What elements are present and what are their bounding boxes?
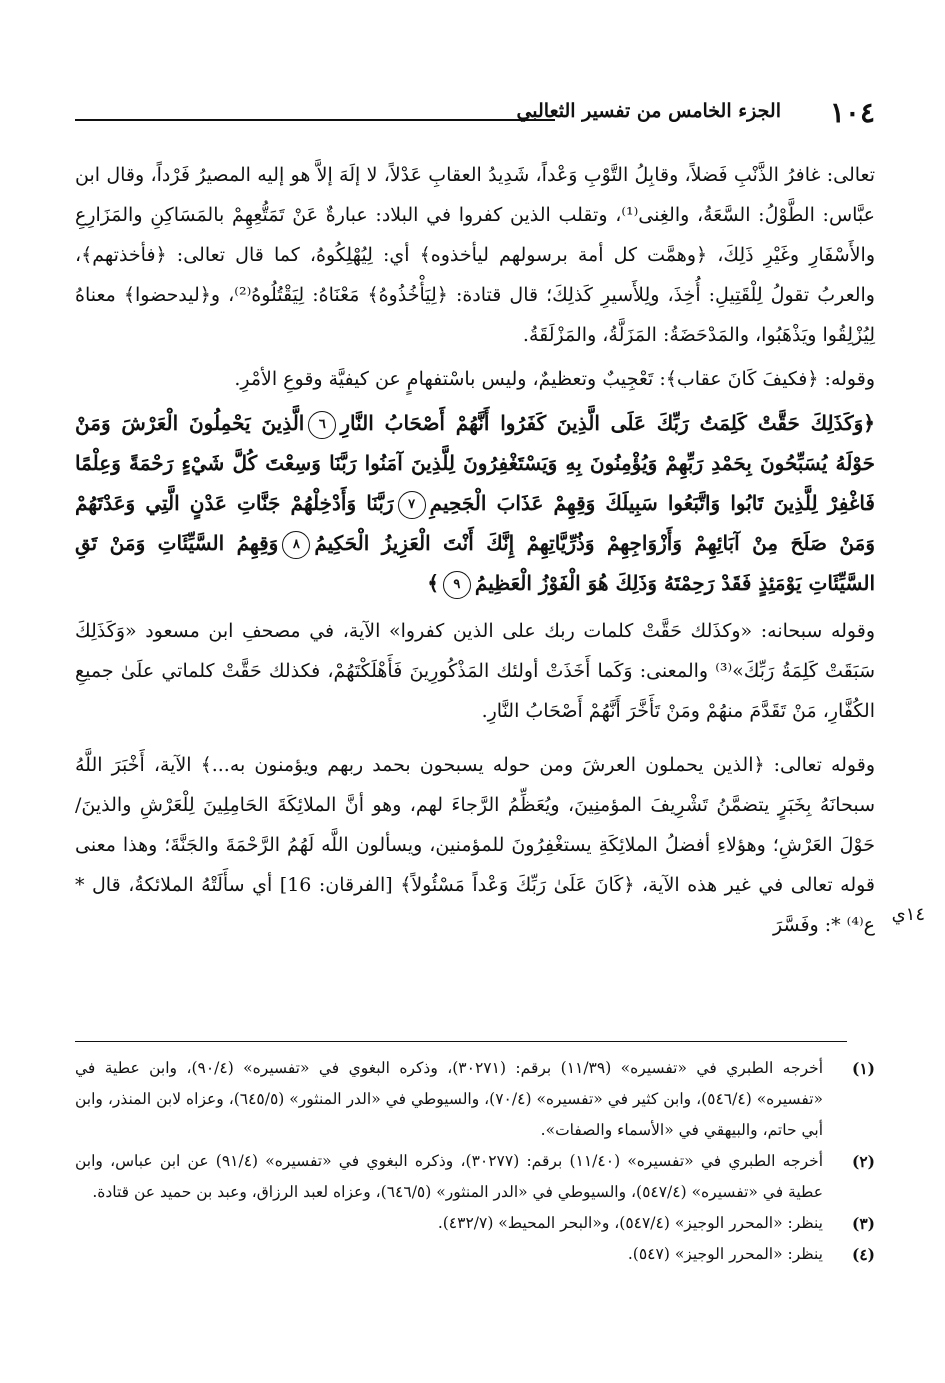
- footnote-number: (٤): [851, 1245, 875, 1264]
- footnote-text: ينظر: «المحرر الوجيز» (٥٤٧/٤)، و«البحر المحيط» (٤٣٢/٧).: [437, 1214, 823, 1232]
- quran-verses: [75, 403, 875, 603]
- paragraph-4: وقوله تعالى: ﴿الذين يحملون العرشَ ومن حوله يسبحون بحمد ربهم ويؤمنون به...﴾ الآية، أَخْبَرَ اللَّهُ سبحانَهُ بِخَبَرٍ يتضمَّنُ تَشْرِيفَ المؤمنِينَ، ويُعَظِّمُ الرَّجاءَ لهم، وهو أنَّ الملائِكَةَ الحَامِلِينَ لِلْعَرْشِ والذينَ/ حَوْلَ العَرْشِ؛ وهؤلاءِ أفضلُ الملائِكَةِ يستغْفِرُونَ للمؤمنين، ويسألون اللَّه لَهُمُ الرَّحْمَةَ والجَنَّةَ؛ وهذا معنى قوله تعالى في غير هذه الآية، ﴿كَانَ عَلَىٰ رَبِّكَ وَعْداً مَسْئُولاً﴾ [الفرقان: 16] أي سأَلَتْهُ الملائكةُ، قال * ع⁽⁴⁾ *: وفَسَّرَ: [75, 754, 876, 936]
- page-number: ١٠٤: [829, 96, 875, 129]
- page-header: [75, 96, 875, 140]
- footnote-number: (١): [851, 1059, 875, 1078]
- quran-text-4: وَقِهِمُ السَّيِّئَاتِ وَمَنْ تَقِ السَّيِّئَاتِ يَوْمَئِذٍ فَقَدْ رَحِمْتَهُ وَذَلِكَ هُوَ الْفَوْزُ الْعَظِيمُ: [75, 531, 875, 595]
- margin-marker: ١٤ي: [891, 904, 925, 925]
- paragraph-1: تعالى: غافرُ الذَّنْبِ فَضلاً، وقابِلُ التَّوْبِ وَعْداً، شَدِيدُ العقابِ عَدْلاً، لا إلَهَ إلاَّ هو إليه المصيرُ فَرْداً، وقال ابن عبَّاس: الطَّوْلُ: السَّعَةُ، والغِنى⁽¹⁾، وتقلب الذين كفروا في البلاد: عبارةٌ عَنْ تَمَتُّعِهِمْ بالمَسَاكِنِ والمَزَارِعِ والأَسْفَارِ وغَيْرِ ذَلِكَ، ﴿وهمَّت كل أمة برسولهم ليأخذوه﴾ أي: لِيُهْلِكُوهُ، كما قال تعالى: ﴿فأخذتهم﴾، والعربُ تقولُ لِلْقَتِيلِ: أُخِذَ، ولِلأَسيرِ كَذلِكَ؛ قال قتادة: ﴿لِيَأْخُذُوهُ﴾ مَعْنَاهُ: لِيَقْتُلُوهُ⁽²⁾، و﴿ليدحضوا﴾ معناهُ لِيُزْلِقُوا ويَذْهَبُوا، والمَدْحَضَةُ: المَزَلَّةُ، والمَزْلَقَةُ.: [75, 164, 875, 346]
- paragraph-2: وقوله: ﴿فكيفَ كَانَ عقاب﴾: تَعْجِيبٌ وتعظيمٌ، وليس باسْتفهامٍ عن كيفيَّة وقوعِ الأمْرِ.: [234, 368, 875, 390]
- ayah-number-9: ٩: [443, 571, 471, 599]
- ayah-number-6: ٦: [308, 411, 336, 439]
- footnote: [75, 1239, 875, 1270]
- footnote: [75, 1053, 875, 1146]
- footnote-text: أخرجه الطبري في «تفسيره» (١١/٤٠) برقم: (٣٠٢٧٧)، وذكره البغوي في «تفسيره» (٩١/٤) عن ابن عباس، وابن عطية في «تفسيره» (٥٤٧/٤)، والسيوطي في «الدر المنثور» (٦٤٦/٥)، وعزاه لعبد الرزاق، وعبد بن حميد عن قتادة.: [75, 1152, 824, 1201]
- footnote-rule: [75, 1041, 847, 1042]
- footnote-number: (٢): [851, 1152, 875, 1171]
- quran-text-3: رَبَّنَا وَأَدْخِلْهُمْ جَنَّاتِ عَدْنٍ الَّتِي وَعَدْتَهُمْ وَمَنْ صَلَحَ مِنْ آبَائِهِمْ وَأَزْوَاجِهِمْ وَذُرِّيَّاتِهِمْ إِنَّكَ أَنْتَ الْعَزِيزُ الْحَكِيمُ: [75, 491, 875, 555]
- quran-text: ﴿وَكَذَلِكَ حَقَّتْ كَلِمَتُ رَبِّكَ عَلَى الَّذِينَ كَفَرُوا أَنَّهُمْ أَصْحَابُ النَّارِ: [340, 411, 875, 435]
- footnote-text: أخرجه الطبري في «تفسيره» (١١/٣٩) برقم: (٣٠٢٧١)، وذكره البغوي في «تفسيره» (٩٠/٤)، وابن عطية في «تفسيره» (٥٤٦/٤)، وابن كثير في «تفسيره» (٧٠/٤)، والسيوطي في «الدر المنثور» (٦٤٥/٥)، وعزاه لابن المنذر، وابن أبي حاتم، والبيهقي في «الأسماء والصفات».: [75, 1059, 824, 1139]
- ayah-number-8: ٨: [282, 531, 310, 559]
- footnotes: [75, 1053, 875, 1270]
- quran-close-bracket: ﴾: [427, 571, 439, 595]
- paragraph-3: وقوله سبحانه: «وكذَلك حَقَّتْ كلمات ربك على الذين كفروا» الآية، في مصحفِ ابن مسعود «وَكَذَلِكَ سَبَقَتْ كَلِمَةُ رَبِّكَ»⁽³⁾ والمعنى: وَكَما أَخَذَتْ أولئك المَذْكُورِينَ فَأَهْلَكْتَهُمْ، فكذلك حَقَّتْ كلماتي علَىٰ جميعِ الكُفَّارِ، مَنْ تَقَدَّمَ منهُمْ ومَنْ تَأَخَّرَ أَنَّهُمْ أَصْحَابُ النَّارِ.: [75, 620, 875, 722]
- footnote-number: (٣): [851, 1214, 875, 1233]
- ayah-number-7: ٧: [398, 491, 426, 519]
- footnote: [75, 1208, 875, 1239]
- footnote-text: ينظر: «المحرر الوجيز» (٥٤٧).: [627, 1245, 823, 1263]
- footnote: [75, 1146, 875, 1208]
- header-rule: [75, 119, 555, 121]
- quran-text-2: الَّذِينَ يَحْمِلُونَ الْعَرْشَ وَمَنْ حَوْلَهُ يُسَبِّحُونَ بِحَمْدِ رَبِّهِمْ وَيُؤْمِنُونَ بِهِ وَيَسْتَغْفِرُونَ لِلَّذِينَ آمَنُوا رَبَّنَا وَسِعْتَ كُلَّ شَيْءٍ رَحْمَةً وَعِلْمًا فَاغْفِرْ لِلَّذِينَ تَابُوا وَاتَّبَعُوا سَبِيلَكَ وَقِهِمْ عَذَابَ الْجَحِيمِ: [75, 411, 875, 515]
- main-text: [75, 155, 875, 945]
- running-title: الجزء الخامس من تفسير الثعالبي: [516, 100, 781, 122]
